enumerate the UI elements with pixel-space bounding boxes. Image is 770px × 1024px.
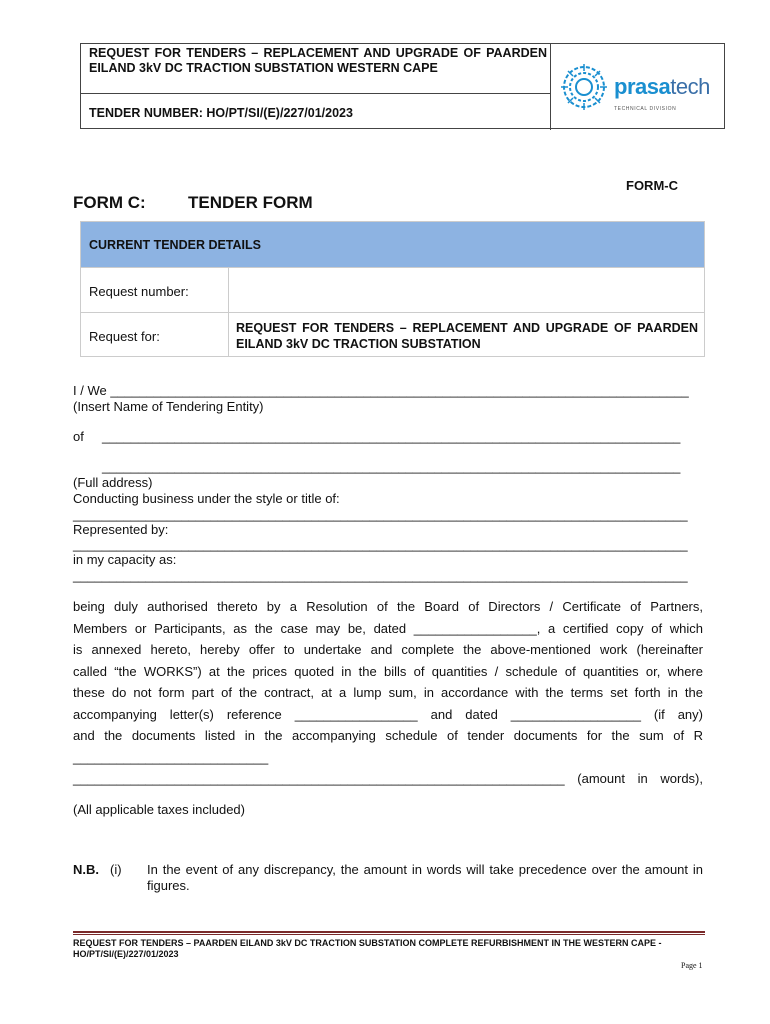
document-header — [80, 43, 725, 129]
nb-number: (i) — [110, 862, 122, 877]
nb-text: In the event of any discrepancy, the amount in words will take precedence over the amount in figures. — [147, 862, 703, 893]
header-divider — [81, 93, 551, 94]
row-divider — [81, 312, 704, 313]
represented-by-label: Represented by: — [73, 522, 169, 537]
insert-name-hint: (Insert Name of Tendering Entity) — [73, 399, 264, 414]
paragraph-line: Members or Participants, as the case may be, dated _________________, a certified copy of which — [73, 620, 703, 636]
header-title: REQUEST FOR TENDERS – REPLACEMENT AND UPGRADE OF PAARDEN EILAND 3kV DC TRACTION SUBSTATION WESTERN CAPE — [89, 46, 547, 75]
table-header-label: CURRENT TENDER DETAILS — [89, 238, 261, 252]
table-header — [81, 222, 704, 267]
paragraph-line: is annexed hereto, hereby offer to undertake and complete the above-mentioned work (hereinafter — [73, 642, 703, 657]
full-address-hint: (Full address) — [73, 475, 153, 490]
column-divider — [228, 267, 229, 357]
amount-figures-field[interactable]: ___________________________ — [73, 749, 269, 765]
request-for-label: Request for: — [89, 329, 160, 344]
footer-text: REQUEST FOR TENDERS – PAARDEN EILAND 3kV DC TRACTION SUBSTATION COMPLETE REFURBISHMENT IN THE WESTERN CAPE - HO/PT/SI/(E)/227/01/2023 — [73, 938, 662, 959]
capacity-field[interactable]: _____________________________________________________________________________________ — [73, 568, 688, 583]
form-reference: FORM-C — [626, 178, 678, 193]
form-heading-label: FORM C: — [73, 193, 146, 212]
paragraph-line: these do not form part of the contract, at a lump sum, in accordance with the terms set forth in the — [73, 685, 703, 700]
prasa-sunburst-icon — [559, 62, 609, 112]
paragraph-line: accompanying letter(s) reference _________________ and dated __________________ (if any) — [73, 706, 703, 722]
address-field-2[interactable]: ________________________________________________________________________________ — [102, 459, 681, 474]
amount-words-field[interactable]: ____________________________________________________________________ (amount in words), — [73, 771, 703, 786]
request-for-value: REQUEST FOR TENDERS – REPLACEMENT AND UPGRADE OF PAARDEN EILAND 3kV DC TRACTION SUBSTATION — [236, 321, 698, 351]
form-heading-title: TENDER FORM — [188, 193, 313, 212]
row-divider — [81, 267, 704, 268]
paragraph-line: called “the WORKS”) at the prices quoted in the bills of quantities / schedule of quantities or, where — [73, 663, 703, 679]
request-number-label: Request number: — [89, 284, 189, 299]
taxes-note: (All applicable taxes included) — [73, 802, 245, 817]
header-title-cell — [81, 44, 551, 130]
prasa-tech-logo — [559, 62, 719, 114]
footer-rule — [73, 931, 705, 933]
tender-number: TENDER NUMBER: HO/PT/SI/(E)/227/01/2023 — [89, 106, 353, 120]
paragraph-line: and the documents listed in the accompanying schedule of tender documents for the sum of R — [73, 728, 703, 743]
i-we-field[interactable]: I / We ________________________________________________________________________________ — [73, 383, 689, 398]
conducting-business-label: Conducting business under the style or title of: — [73, 491, 340, 506]
page-number: Page 1 — [681, 961, 703, 970]
tender-offer-paragraph — [73, 596, 703, 790]
tender-details-table — [80, 221, 705, 357]
business-name-field[interactable]: _____________________________________________________________________________________ — [73, 507, 688, 522]
capacity-label: in my capacity as: — [73, 552, 177, 567]
logo-subtitle: TECHNICAL DIVISION — [614, 106, 677, 112]
paragraph-line: being duly authorised thereto by a Resolution of the Board of Directors / Certificate of Partners, — [73, 599, 703, 614]
address-field-1[interactable]: ________________________________________________________________________________ — [102, 429, 681, 444]
nb-label: N.B. — [73, 862, 99, 877]
footer-rule — [73, 934, 705, 935]
logo-wordmark: prasatech — [614, 74, 710, 99]
of-label: of — [73, 429, 84, 444]
representative-field[interactable]: _____________________________________________________________________________________ — [73, 537, 688, 552]
